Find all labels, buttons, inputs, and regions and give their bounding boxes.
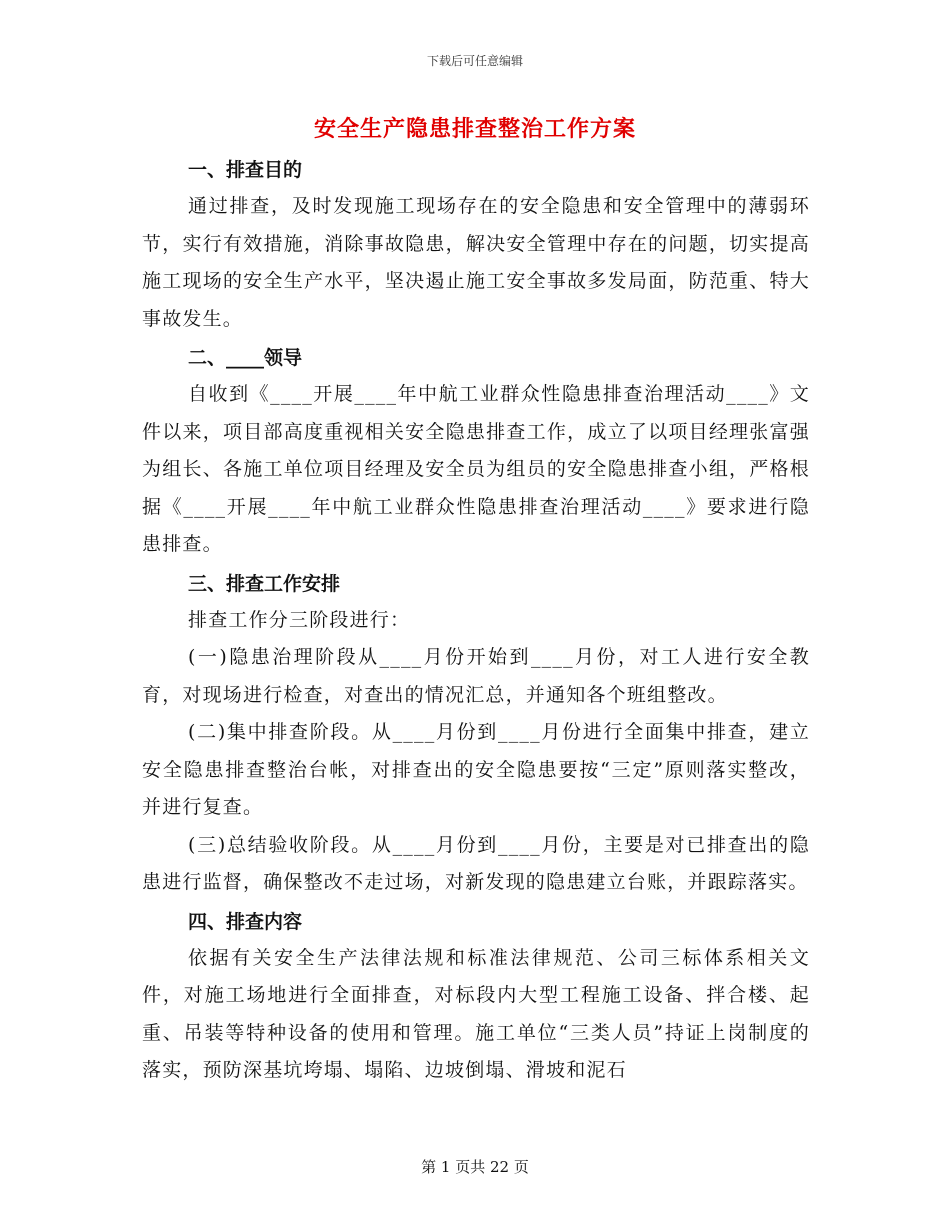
section-4-paragraph-1: 依据有关安全生产法律法规和标准法律规范、公司三标体系相关文件，对施工场地进行全面排查，对标段内大型工程施工设备、拌合楼、起重、吊装等特种设备的使用和管理。施工单位“三类人员”持证上岗制度的落实，预防深基坑垮塌、塌陷、边坡倒塌、滑坡和泥石: [142, 946, 810, 1081]
section-3-paragraph-1: 排查工作分三阶段进行：: [188, 608, 411, 631]
document-body: [142, 150, 810, 1090]
section-3-paragraph-2: (一)隐患治理阶段从____月份开始到____月份，对工人进行安全教育，对现场进行检查，对查出的情况汇总，并通知各个班组整改。: [142, 646, 810, 706]
section-heading-4: 四、排查内容: [188, 910, 303, 933]
page-header: 下载后可任意编辑: [426, 54, 523, 68]
section-1-paragraph-1: 通过排查，及时发现施工现场存在的安全隐患和安全管理中的薄弱环节，实行有效措施，消除事故隐患，解决安全管理中存在的问题，切实提高施工现场的安全生产水平，坚决遏止施工安全事故多发局面，防范重、特大事故发生。: [142, 195, 810, 330]
section-3-paragraph-3: (二)集中排查阶段。从____月份到____月份进行全面集中排查，建立安全隐患排查整治台帐，对排查出的安全隐患要按“三定”原则落实整改，并进行复查。: [142, 721, 810, 818]
section-heading-3: 三、排查工作安排: [188, 572, 341, 595]
document-title: 安全生产隐患排查整治工作方案: [313, 116, 636, 142]
page-footer: 第 1 页共 22 页: [421, 1158, 529, 1176]
section-heading-2: 二、____领导: [188, 347, 303, 369]
section-2-paragraph-1: 自收到《____开展____年中航工业群众性隐患排查治理活动____》文件以来，项目部高度重视相关安全隐患排查工作，成立了以项目经理张富强为组长、各施工单位项目经理及安全员为组员的安全隐患排查小组，严格根据《____开展____年中航工业群众性隐患排查治理活动____》要求进行隐患排查。: [142, 383, 810, 555]
section-heading-1: 一、排查目的: [188, 159, 303, 181]
section-3-paragraph-4: (三)总结验收阶段。从____月份到____月份，主要是对已排查出的隐患进行监督，确保整改不走过场，对新发现的隐患建立台账，并跟踪落实。: [142, 833, 810, 893]
